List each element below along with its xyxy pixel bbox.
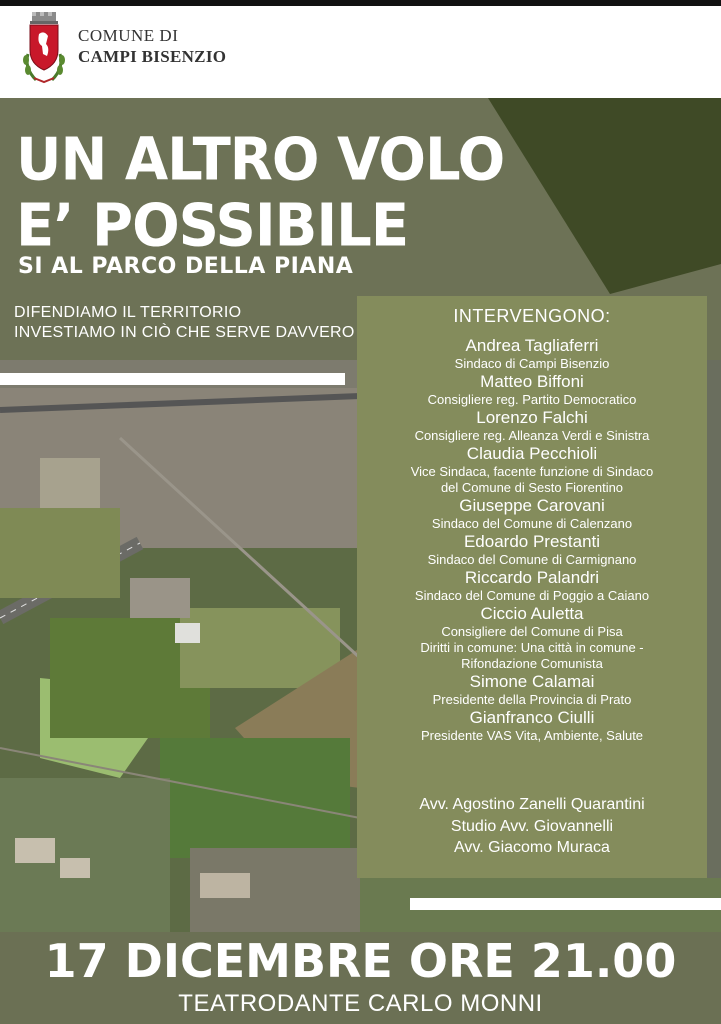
extra-speaker: Avv. Giacomo Muraca <box>454 839 610 856</box>
comune-line1: COMUNE DI <box>78 26 179 45</box>
speaker <box>357 408 707 444</box>
speaker-role: Sindaco del Comune di Carmignano <box>427 552 637 567</box>
slogan-line1: DIFENDIAMO IL TERRITORIO <box>14 304 242 321</box>
speaker-name: Simone Calamai <box>469 672 595 691</box>
slogan-line2: INVESTIAMO IN CIÒ CHE SERVE DAVVERO <box>14 324 355 341</box>
speakers-list <box>357 336 707 744</box>
speaker-role: Sindaco di Campi Bisenzio <box>454 356 610 371</box>
speaker <box>357 672 707 708</box>
speaker <box>357 496 707 532</box>
extra-speaker: Studio Avv. Giovannelli <box>450 817 614 835</box>
speaker-name: Giuseppe Carovani <box>459 496 605 515</box>
speakers-panel <box>357 296 707 878</box>
title-line2: E’ POSSIBILE <box>16 192 409 261</box>
speaker-role: Sindaco del Comune di Poggio a Caiano <box>414 588 650 603</box>
speaker-name: Matteo Biffoni <box>480 372 584 391</box>
speaker-role: Presidente VAS Vita, Ambiente, Salute <box>420 728 644 743</box>
white-divider-left <box>0 373 345 385</box>
speaker <box>357 708 707 744</box>
speaker-role: Vice Sindaca, facente funzione di Sindaco <box>410 464 654 479</box>
speakers-title: INTERVENGONO: <box>453 306 611 326</box>
speaker-role: Rifondazione Comunista <box>461 656 603 671</box>
speaker <box>357 532 707 568</box>
speaker-name: Claudia Pecchioli <box>466 444 598 463</box>
event-date: 17 DICEMBRE ORE 21.00 <box>44 934 677 988</box>
extra-speakers <box>357 794 707 859</box>
speaker-name: Edoardo Prestanti <box>463 532 601 551</box>
speaker-name: Riccardo Palandri <box>464 568 600 587</box>
speaker <box>357 444 707 496</box>
extra-speaker: Avv. Agostino Zanelli Quarantini <box>419 796 645 813</box>
speaker <box>357 372 707 408</box>
speaker-role: Consigliere reg. Partito Democratico <box>427 392 637 407</box>
comune-line2: CAMPI BISENZIO <box>78 47 227 66</box>
speaker-role: Consigliere reg. Alleanza Verdi e Sinistra <box>414 428 650 443</box>
subtitle: SI AL PARCO DELLA PIANA <box>18 254 354 279</box>
speaker-name: Gianfranco Ciulli <box>469 708 595 727</box>
speaker-role: Diritti in comune: Una città in comune - <box>420 640 644 655</box>
speaker <box>357 568 707 604</box>
white-divider-right <box>410 898 721 910</box>
speaker-role: del Comune di Sesto Fiorentino <box>440 480 624 495</box>
speaker-role: Presidente della Provincia di Prato <box>432 692 632 707</box>
speaker <box>357 604 707 672</box>
campi-bisenzio-crest-icon <box>18 10 70 90</box>
speaker <box>357 336 707 372</box>
speaker-name: Ciccio Auletta <box>480 604 584 623</box>
title-line1: UN ALTRO VOLO <box>16 126 505 195</box>
speaker-name: Lorenzo Falchi <box>476 408 588 427</box>
speaker-name: Andrea Tagliaferri <box>465 336 599 355</box>
speaker-role: Consigliere del Comune di Pisa <box>441 624 623 639</box>
speaker-role: Sindaco del Comune di Calenzano <box>431 516 633 531</box>
event-venue: TEATRODANTE CARLO MONNI <box>178 990 543 1017</box>
